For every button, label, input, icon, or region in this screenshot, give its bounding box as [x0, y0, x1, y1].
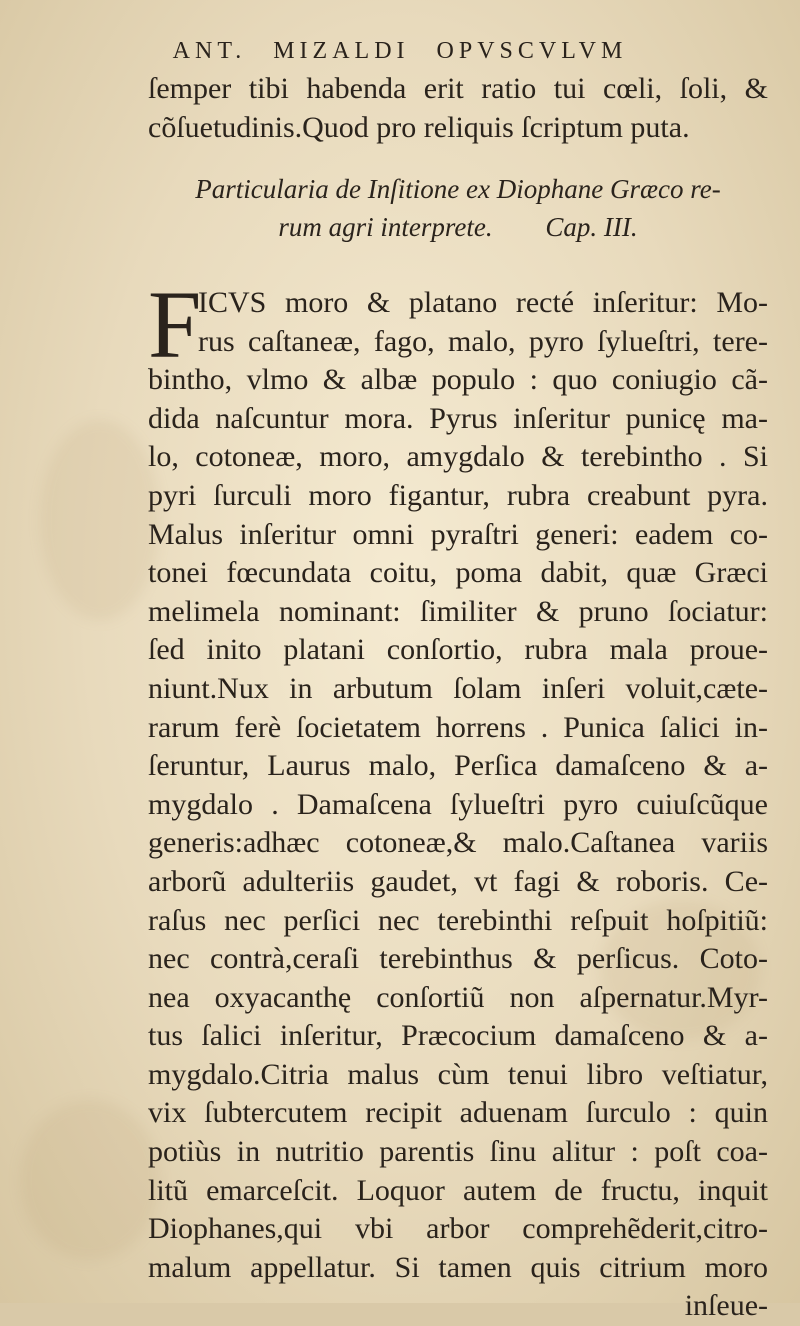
- heading-line-2-text: rum agri interprete.: [278, 212, 493, 242]
- heading-line-2: [148, 208, 768, 246]
- first-lines-indented: [148, 284, 768, 361]
- paper-stain: [20, 1100, 160, 1260]
- text-line: rus caſtaneæ, fago, malo, pyro ſylueſtri, tere-: [198, 324, 768, 358]
- text-line: nea oxyacanthę conſortiũ non aſpernatur.Myr-: [148, 980, 768, 1014]
- text-line: bintho, vlmo & albæ populo : quo coniugio cã-: [148, 363, 768, 397]
- text-line: ICVS moro & platano recté inſeritur: Mo-: [198, 286, 768, 319]
- header-right: OPVSCVLVM: [436, 38, 628, 64]
- text-line: mygdalo . Damaſcena ſylueſtri pyro cuiuſcũque: [148, 787, 768, 821]
- text-line: litũ emarceſcit. Loquor autem de fructu, inquit: [148, 1173, 768, 1207]
- text-line: mygdalo.Citria malus cùm tenui libro veſtiatur,: [148, 1057, 768, 1091]
- header-middle: MIZALDI: [273, 38, 410, 64]
- header-left: ANT.: [172, 38, 247, 64]
- text-line: cõſuetudinis.Quod pro reliquis ſcriptum puta.: [148, 110, 690, 144]
- text-line: tonei fœcundata coitu, poma dabit, quæ Græci: [148, 556, 768, 590]
- text-line: ſed inito platani conſortio, rubra mala proue-: [148, 633, 768, 667]
- text-line: ſemper tibi habenda erit ratio tui cœli, ſoli, &: [148, 72, 768, 105]
- chapter-number: Cap. III.: [545, 212, 638, 242]
- text-line: rarum ferè ſocietatem horrens . Punica ſalici in-: [148, 710, 768, 744]
- text-line: ſeruntur, Laurus malo, Perſica damaſceno & a-: [148, 749, 768, 783]
- chapter-heading: [148, 170, 768, 246]
- text-line: dida naſcuntur mora. Pyrus inſeritur punicę ma-: [148, 401, 768, 435]
- text-line: Malus inſeritur omni pyraſtri generi: eadem co-: [148, 517, 768, 551]
- drop-capital: F: [148, 271, 202, 378]
- text-line: arborũ adulteriis gaudet, vt fagi & roboris. Ce-: [148, 864, 768, 898]
- text-line: raſus nec perſici nec terebinthi reſpuit hoſpitiũ:: [148, 903, 768, 937]
- text-line: generis:adhæc cotoneæ,& malo.Caſtanea variis: [148, 826, 768, 860]
- text-line: niunt.Nux in arbutum ſolam inſeri voluit,cæte-: [148, 671, 768, 705]
- intro-paragraph: [148, 70, 768, 147]
- main-paragraph: [148, 271, 768, 1326]
- heading-line-1: Particularia de Inſitione ex Diophane Græco re-: [195, 174, 721, 204]
- catchword: inſeue-: [684, 1289, 768, 1323]
- text-line: pyri ſurculi moro figantur, rubra creabunt pyra.: [148, 478, 768, 512]
- text-line: melimela nominant: ſimiliter & pruno ſociatur:: [148, 594, 768, 628]
- text-line: nec contrà,ceraſi terebinthus & perſicus. Coto-: [148, 942, 768, 976]
- paper-stain: [40, 420, 160, 620]
- text-line: malum appellatur. Si tamen quis citrium moro: [148, 1250, 768, 1284]
- text-line: tus ſalici inſeritur, Præcocium damaſceno & a-: [148, 1019, 768, 1053]
- running-header: [0, 38, 800, 65]
- text-line: vix ſubtercutem recipit aduenam ſurculo : quin: [148, 1096, 768, 1130]
- text-line: Diophanes,qui vbi arbor comprehẽderit,citro-: [148, 1212, 768, 1246]
- text-line: lo, cotoneæ, moro, amygdalo & terebintho . Si: [148, 440, 768, 474]
- text-line: potiùs in nutritio parentis ſinu alitur : poſt coa-: [148, 1135, 768, 1169]
